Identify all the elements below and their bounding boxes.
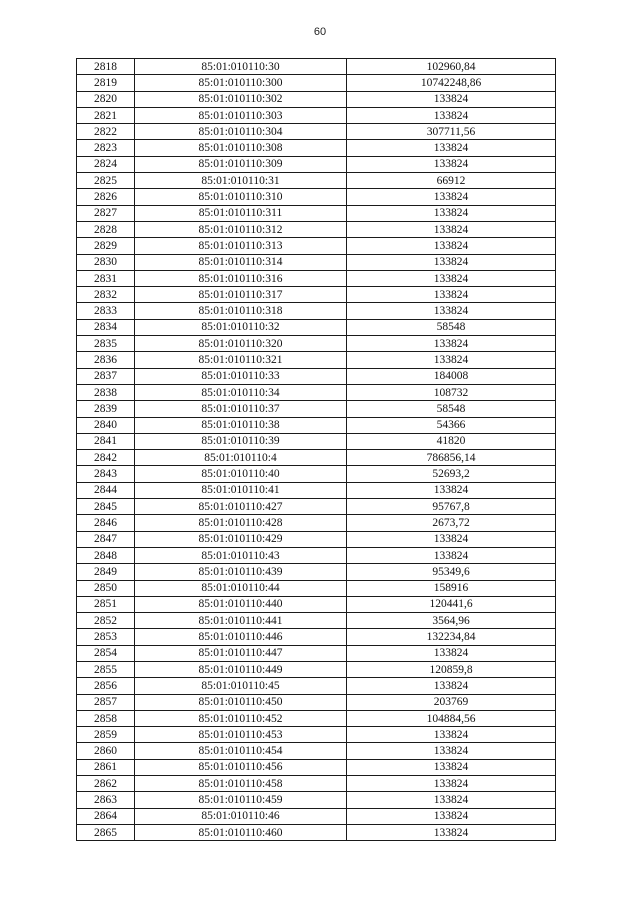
- row-number-cell: 2861: [77, 759, 135, 775]
- cadastral-value-cell: 133824: [347, 254, 556, 270]
- table-row: [77, 515, 556, 531]
- cadastral-number-cell: 85:01:010110:447: [135, 645, 347, 661]
- row-number-cell: 2860: [77, 743, 135, 759]
- cadastral-number-cell: 85:01:010110:30: [135, 59, 347, 75]
- cadastral-number-cell: 85:01:010110:4: [135, 450, 347, 466]
- cadastral-number-cell: 85:01:010110:37: [135, 401, 347, 417]
- cadastral-value-cell: 133824: [347, 824, 556, 840]
- cadastral-number-cell: 85:01:010110:45: [135, 678, 347, 694]
- row-number-cell: 2832: [77, 287, 135, 303]
- table-row: [77, 792, 556, 808]
- table-row: [77, 743, 556, 759]
- page-number: 60: [313, 26, 327, 38]
- cadastral-number-cell: 85:01:010110:300: [135, 75, 347, 91]
- cadastral-number-cell: 85:01:010110:313: [135, 238, 347, 254]
- cadastral-value-cell: 133824: [347, 352, 556, 368]
- table-row: [77, 254, 556, 270]
- cadastral-number-cell: 85:01:010110:454: [135, 743, 347, 759]
- table-row: [77, 629, 556, 645]
- row-number-cell: 2818: [77, 59, 135, 75]
- row-number-cell: 2837: [77, 368, 135, 384]
- cadastral-value-cell: 132234,84: [347, 629, 556, 645]
- cadastral-number-cell: 85:01:010110:34: [135, 384, 347, 400]
- table-row: [77, 482, 556, 498]
- table-row: [77, 384, 556, 400]
- row-number-cell: 2862: [77, 776, 135, 792]
- cadastral-value-cell: 108732: [347, 384, 556, 400]
- cadastral-number-cell: 85:01:010110:304: [135, 124, 347, 140]
- cadastral-value-cell: 133824: [347, 645, 556, 661]
- row-number-cell: 2827: [77, 205, 135, 221]
- cadastral-number-cell: 85:01:010110:310: [135, 189, 347, 205]
- row-number-cell: 2865: [77, 824, 135, 840]
- table-row: [77, 75, 556, 91]
- cadastral-value-cell: 133824: [347, 743, 556, 759]
- cadastral-number-cell: 85:01:010110:308: [135, 140, 347, 156]
- cadastral-value-cell: 133824: [347, 287, 556, 303]
- row-number-cell: 2843: [77, 466, 135, 482]
- table-row: [77, 645, 556, 661]
- cadastral-value-cell: 133824: [347, 107, 556, 123]
- cadastral-number-cell: 85:01:010110:311: [135, 205, 347, 221]
- table-row: [77, 173, 556, 189]
- cadastral-value-cell: 133824: [347, 547, 556, 563]
- cadastral-value-cell: 120859,8: [347, 661, 556, 677]
- table-row: [77, 319, 556, 335]
- cadastral-number-cell: 85:01:010110:320: [135, 336, 347, 352]
- row-number-cell: 2848: [77, 547, 135, 563]
- cadastral-value-cell: 133824: [347, 189, 556, 205]
- table-row: [77, 661, 556, 677]
- table-row: [77, 564, 556, 580]
- table-row: [77, 352, 556, 368]
- table-row: [77, 450, 556, 466]
- row-number-cell: 2825: [77, 173, 135, 189]
- cadastral-number-cell: 85:01:010110:31: [135, 173, 347, 189]
- cadastral-value-cell: 133824: [347, 776, 556, 792]
- row-number-cell: 2845: [77, 499, 135, 515]
- row-number-cell: 2840: [77, 417, 135, 433]
- cadastral-value-cell: 133824: [347, 303, 556, 319]
- cadastral-value-cell: 133824: [347, 792, 556, 808]
- cadastral-number-cell: 85:01:010110:446: [135, 629, 347, 645]
- cadastral-number-cell: 85:01:010110:46: [135, 808, 347, 824]
- cadastral-value-cell: 2673,72: [347, 515, 556, 531]
- table-row: [77, 401, 556, 417]
- cadastral-number-cell: 85:01:010110:40: [135, 466, 347, 482]
- row-number-cell: 2820: [77, 91, 135, 107]
- table-row: [77, 808, 556, 824]
- table-body: [77, 59, 556, 841]
- row-number-cell: 2851: [77, 596, 135, 612]
- cadastral-value-cell: 307711,56: [347, 124, 556, 140]
- cadastral-value-cell: 158916: [347, 580, 556, 596]
- table-row: [77, 694, 556, 710]
- cadastral-value-cell: 66912: [347, 173, 556, 189]
- row-number-cell: 2842: [77, 450, 135, 466]
- table-row: [77, 580, 556, 596]
- cadastral-number-cell: 85:01:010110:41: [135, 482, 347, 498]
- cadastral-value-table: [76, 58, 556, 841]
- cadastral-number-cell: 85:01:010110:441: [135, 613, 347, 629]
- cadastral-number-cell: 85:01:010110:39: [135, 433, 347, 449]
- cadastral-value-cell: 102960,84: [347, 59, 556, 75]
- cadastral-number-cell: 85:01:010110:440: [135, 596, 347, 612]
- table-row: [77, 499, 556, 515]
- cadastral-number-cell: 85:01:010110:38: [135, 417, 347, 433]
- table-row: [77, 417, 556, 433]
- cadastral-value-cell: 54366: [347, 417, 556, 433]
- row-number-cell: 2833: [77, 303, 135, 319]
- row-number-cell: 2831: [77, 270, 135, 286]
- row-number-cell: 2823: [77, 140, 135, 156]
- cadastral-value-cell: 133824: [347, 482, 556, 498]
- table-row: [77, 107, 556, 123]
- row-number-cell: 2855: [77, 661, 135, 677]
- row-number-cell: 2834: [77, 319, 135, 335]
- cadastral-number-cell: 85:01:010110:44: [135, 580, 347, 596]
- cadastral-number-cell: 85:01:010110:428: [135, 515, 347, 531]
- cadastral-value-cell: 133824: [347, 336, 556, 352]
- row-number-cell: 2863: [77, 792, 135, 808]
- cadastral-number-cell: 85:01:010110:449: [135, 661, 347, 677]
- cadastral-value-cell: 184008: [347, 368, 556, 384]
- row-number-cell: 2830: [77, 254, 135, 270]
- cadastral-value-cell: 120441,6: [347, 596, 556, 612]
- table-row: [77, 466, 556, 482]
- row-number-cell: 2836: [77, 352, 135, 368]
- row-number-cell: 2852: [77, 613, 135, 629]
- row-number-cell: 2844: [77, 482, 135, 498]
- row-number-cell: 2828: [77, 221, 135, 237]
- cadastral-number-cell: 85:01:010110:318: [135, 303, 347, 319]
- cadastral-number-cell: 85:01:010110:321: [135, 352, 347, 368]
- row-number-cell: 2849: [77, 564, 135, 580]
- row-number-cell: 2859: [77, 727, 135, 743]
- table-row: [77, 221, 556, 237]
- row-number-cell: 2822: [77, 124, 135, 140]
- cadastral-value-cell: 95767,8: [347, 499, 556, 515]
- cadastral-value-cell: 133824: [347, 91, 556, 107]
- cadastral-number-cell: 85:01:010110:309: [135, 156, 347, 172]
- row-number-cell: 2853: [77, 629, 135, 645]
- table-row: [77, 156, 556, 172]
- cadastral-value-cell: 104884,56: [347, 710, 556, 726]
- table-row: [77, 727, 556, 743]
- row-number-cell: 2824: [77, 156, 135, 172]
- cadastral-number-cell: 85:01:010110:452: [135, 710, 347, 726]
- table-row: [77, 596, 556, 612]
- table-row: [77, 824, 556, 840]
- cadastral-value-cell: 133824: [347, 205, 556, 221]
- cadastral-value-cell: 133824: [347, 759, 556, 775]
- table-row: [77, 238, 556, 254]
- cadastral-value-cell: 58548: [347, 319, 556, 335]
- cadastral-number-cell: 85:01:010110:453: [135, 727, 347, 743]
- cadastral-value-cell: 133824: [347, 140, 556, 156]
- cadastral-value-cell: 133824: [347, 156, 556, 172]
- table-row: [77, 368, 556, 384]
- row-number-cell: 2829: [77, 238, 135, 254]
- cadastral-value-cell: 133824: [347, 808, 556, 824]
- table-row: [77, 303, 556, 319]
- cadastral-value-cell: 133824: [347, 531, 556, 547]
- cadastral-value-cell: 133824: [347, 238, 556, 254]
- cadastral-number-cell: 85:01:010110:427: [135, 499, 347, 515]
- row-number-cell: 2846: [77, 515, 135, 531]
- table-row: [77, 710, 556, 726]
- row-number-cell: 2847: [77, 531, 135, 547]
- row-number-cell: 2821: [77, 107, 135, 123]
- cadastral-value-cell: 786856,14: [347, 450, 556, 466]
- table-row: [77, 287, 556, 303]
- row-number-cell: 2826: [77, 189, 135, 205]
- cadastral-number-cell: 85:01:010110:312: [135, 221, 347, 237]
- cadastral-number-cell: 85:01:010110:456: [135, 759, 347, 775]
- table-row: [77, 140, 556, 156]
- table-row: [77, 433, 556, 449]
- cadastral-value-cell: 203769: [347, 694, 556, 710]
- cadastral-value-cell: 133824: [347, 270, 556, 286]
- cadastral-value-cell: 58548: [347, 401, 556, 417]
- cadastral-number-cell: 85:01:010110:458: [135, 776, 347, 792]
- cadastral-value-cell: 10742248,86: [347, 75, 556, 91]
- cadastral-value-cell: 133824: [347, 221, 556, 237]
- row-number-cell: 2819: [77, 75, 135, 91]
- row-number-cell: 2858: [77, 710, 135, 726]
- cadastral-number-cell: 85:01:010110:460: [135, 824, 347, 840]
- cadastral-number-cell: 85:01:010110:302: [135, 91, 347, 107]
- row-number-cell: 2839: [77, 401, 135, 417]
- cadastral-value-cell: 133824: [347, 678, 556, 694]
- row-number-cell: 2854: [77, 645, 135, 661]
- table-row: [77, 270, 556, 286]
- table-row: [77, 205, 556, 221]
- cadastral-number-cell: 85:01:010110:429: [135, 531, 347, 547]
- cadastral-number-cell: 85:01:010110:43: [135, 547, 347, 563]
- row-number-cell: 2850: [77, 580, 135, 596]
- table-row: [77, 759, 556, 775]
- cadastral-number-cell: 85:01:010110:33: [135, 368, 347, 384]
- table-row: [77, 91, 556, 107]
- cadastral-value-cell: 41820: [347, 433, 556, 449]
- cadastral-value-cell: 52693,2: [347, 466, 556, 482]
- table-row: [77, 336, 556, 352]
- cadastral-number-cell: 85:01:010110:439: [135, 564, 347, 580]
- row-number-cell: 2835: [77, 336, 135, 352]
- row-number-cell: 2841: [77, 433, 135, 449]
- row-number-cell: 2838: [77, 384, 135, 400]
- cadastral-number-cell: 85:01:010110:316: [135, 270, 347, 286]
- table-row: [77, 776, 556, 792]
- row-number-cell: 2857: [77, 694, 135, 710]
- cadastral-number-cell: 85:01:010110:303: [135, 107, 347, 123]
- cadastral-number-cell: 85:01:010110:450: [135, 694, 347, 710]
- table-row: [77, 547, 556, 563]
- cadastral-value-cell: 95349,6: [347, 564, 556, 580]
- cadastral-number-cell: 85:01:010110:32: [135, 319, 347, 335]
- cadastral-value-cell: 133824: [347, 727, 556, 743]
- row-number-cell: 2864: [77, 808, 135, 824]
- table-row: [77, 124, 556, 140]
- table-row: [77, 531, 556, 547]
- row-number-cell: 2856: [77, 678, 135, 694]
- cadastral-value-cell: 3564,96: [347, 613, 556, 629]
- cadastral-number-cell: 85:01:010110:314: [135, 254, 347, 270]
- table-row: [77, 189, 556, 205]
- table-row: [77, 613, 556, 629]
- table-row: [77, 678, 556, 694]
- cadastral-number-cell: 85:01:010110:459: [135, 792, 347, 808]
- cadastral-number-cell: 85:01:010110:317: [135, 287, 347, 303]
- table-row: [77, 59, 556, 75]
